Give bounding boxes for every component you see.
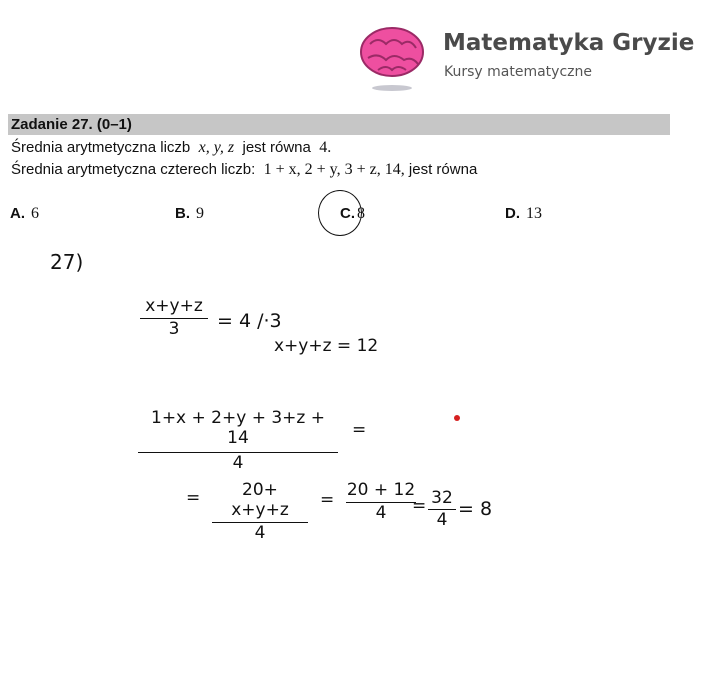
task-line-2 [11, 161, 477, 179]
line2-suffix: jest równa [408, 161, 478, 178]
option-value: 13 [526, 205, 542, 222]
line2-prefix: Średnia arytmetyczna czterech liczb: [11, 161, 256, 178]
logo-title: Matematyka Gryzie [443, 30, 695, 56]
step3-denominator-2: 4 [375, 503, 387, 523]
line1-prefix: Średnia arytmetyczna liczb [11, 139, 191, 156]
step1-rhs: = 4 /·3 [217, 310, 282, 332]
step3-numerator-2: 20 + 12 [346, 480, 416, 500]
logo-subtitle: Kursy matematyczne [444, 64, 592, 80]
step2-fraction [138, 408, 338, 473]
answer-circle [318, 190, 362, 236]
brain-logo-icon [358, 24, 428, 94]
line1-suffix: jest równa [242, 139, 311, 156]
line2-math: 1 + x, 2 + y, 3 + z, 14, [263, 161, 405, 178]
step3-result: = 8 [458, 498, 493, 520]
step1-denominator: 3 [168, 319, 180, 339]
step2-denominator: 4 [232, 453, 244, 473]
line1-math: x, y, z [198, 139, 235, 156]
step3-numerator-1: 20+ x+y+z [231, 480, 289, 520]
option-letter: C. [340, 205, 355, 222]
option-d[interactable] [505, 205, 542, 223]
step3-fraction-1 [212, 480, 308, 543]
line1-value: 4. [319, 139, 332, 156]
red-dot-marker [454, 415, 460, 421]
step1-fraction [140, 296, 208, 339]
task-header: Zadanie 27. (0–1) [11, 116, 132, 133]
option-letter: A. [10, 205, 25, 222]
step3-fraction-2 [346, 480, 416, 523]
step3-equals-3: = [412, 496, 427, 516]
step3-equals-2: = [320, 490, 335, 510]
step1-numerator: x+y+z [145, 296, 203, 316]
step3-equals-1: = [186, 488, 201, 508]
step3-denominator-1: 4 [254, 523, 266, 543]
step2-numerator: 1+x + 2+y + 3+z + 14 [151, 408, 325, 448]
task-header-bar [8, 114, 670, 135]
step3-denominator-3: 4 [436, 510, 448, 530]
option-letter: D. [505, 205, 520, 222]
option-letter: B. [175, 205, 190, 222]
option-value: 9 [196, 205, 204, 222]
option-value: 6 [31, 205, 39, 222]
task-line-1 [11, 139, 331, 157]
step3-numerator-3: 32 [431, 488, 453, 508]
option-b[interactable] [175, 205, 204, 223]
step1-result: x+y+z = 12 [274, 336, 379, 356]
step3-fraction-3 [428, 488, 456, 530]
solution-label: 27) [50, 250, 84, 274]
option-a[interactable] [10, 205, 39, 223]
option-value: 8 [357, 205, 365, 222]
step2-equals: = [352, 420, 367, 440]
